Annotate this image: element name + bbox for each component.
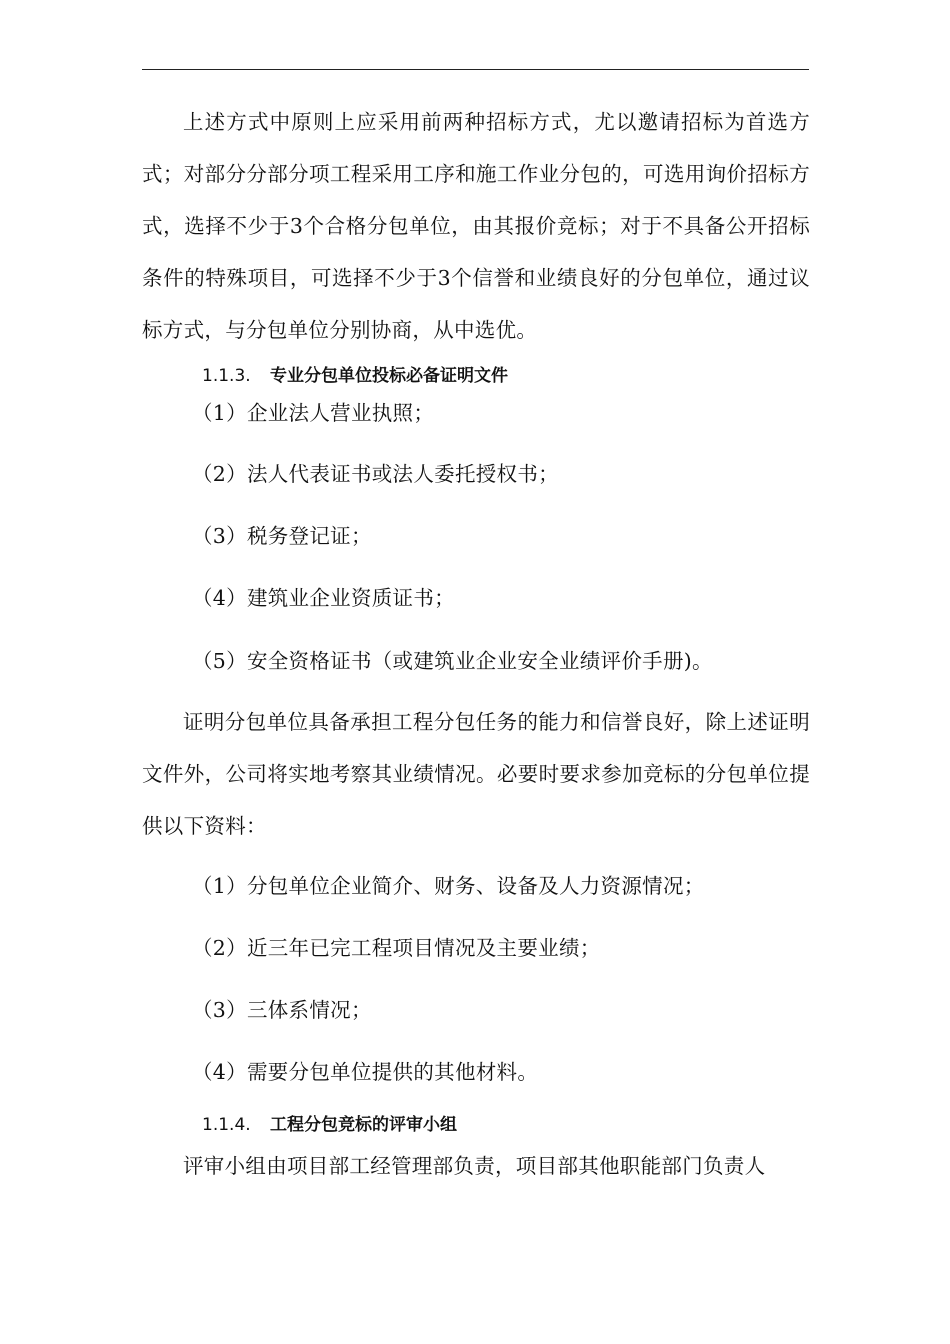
paragraph-review-team: 评审小组由项目部工经管理部负责，项目部其他职能部门负责人: [183, 1154, 766, 1178]
section-title: 专业分包单位投标必备证明文件: [270, 366, 508, 386]
list-item-material-4: （4）需要分包单位提供的其他材料。: [192, 1060, 539, 1084]
list-item-material-1: （1）分包单位企业简介、财务、设备及人力资源情况；: [192, 874, 705, 898]
list-item-doc-2: （2）法人代表证书或法人委托授权书；: [192, 462, 559, 486]
section-number: 1.1.3.: [202, 366, 251, 386]
list-item-material-3: （3）三体系情况；: [192, 998, 372, 1022]
header-rule: [142, 69, 809, 70]
list-item-doc-3: （3）税务登记证；: [192, 524, 372, 548]
list-item-doc-4: （4）建筑业企业资质证书；: [192, 586, 455, 610]
section-heading-1-1-4: [202, 1112, 457, 1138]
paragraph-bidding-methods: 上述方式中原则上应采用前两种招标方式，尤以邀请招标为首选方式；对部分分部分项工程采用工序和施工作业分包的，可选用询价招标方式，选择不少于3个合格分包单位，由其报价竞标；对于不具备公开招标条件的特殊项目，可选择不少于3个信誉和业绩良好的分包单位，通过议标方式，与分包单位分别协商，从中选优。: [142, 110, 810, 342]
list-item-doc-1: （1）企业法人营业执照；: [192, 401, 435, 425]
list-item-doc-5: （5）安全资格证书（或建筑业企业安全业绩评价手册)。: [192, 649, 713, 673]
section-number: 1.1.4.: [202, 1115, 251, 1135]
section-title: 工程分包竞标的评审小组: [270, 1115, 457, 1135]
list-item-material-2: （2）近三年已完工程项目情况及主要业绩；: [192, 936, 601, 960]
paragraph-proof-requirements: 证明分包单位具备承担工程分包任务的能力和信誉良好，除上述证明文件外，公司将实地考察其业绩情况。必要时要求参加竞标的分包单位提供以下资料：: [142, 710, 810, 838]
section-heading-1-1-3: [202, 363, 508, 389]
